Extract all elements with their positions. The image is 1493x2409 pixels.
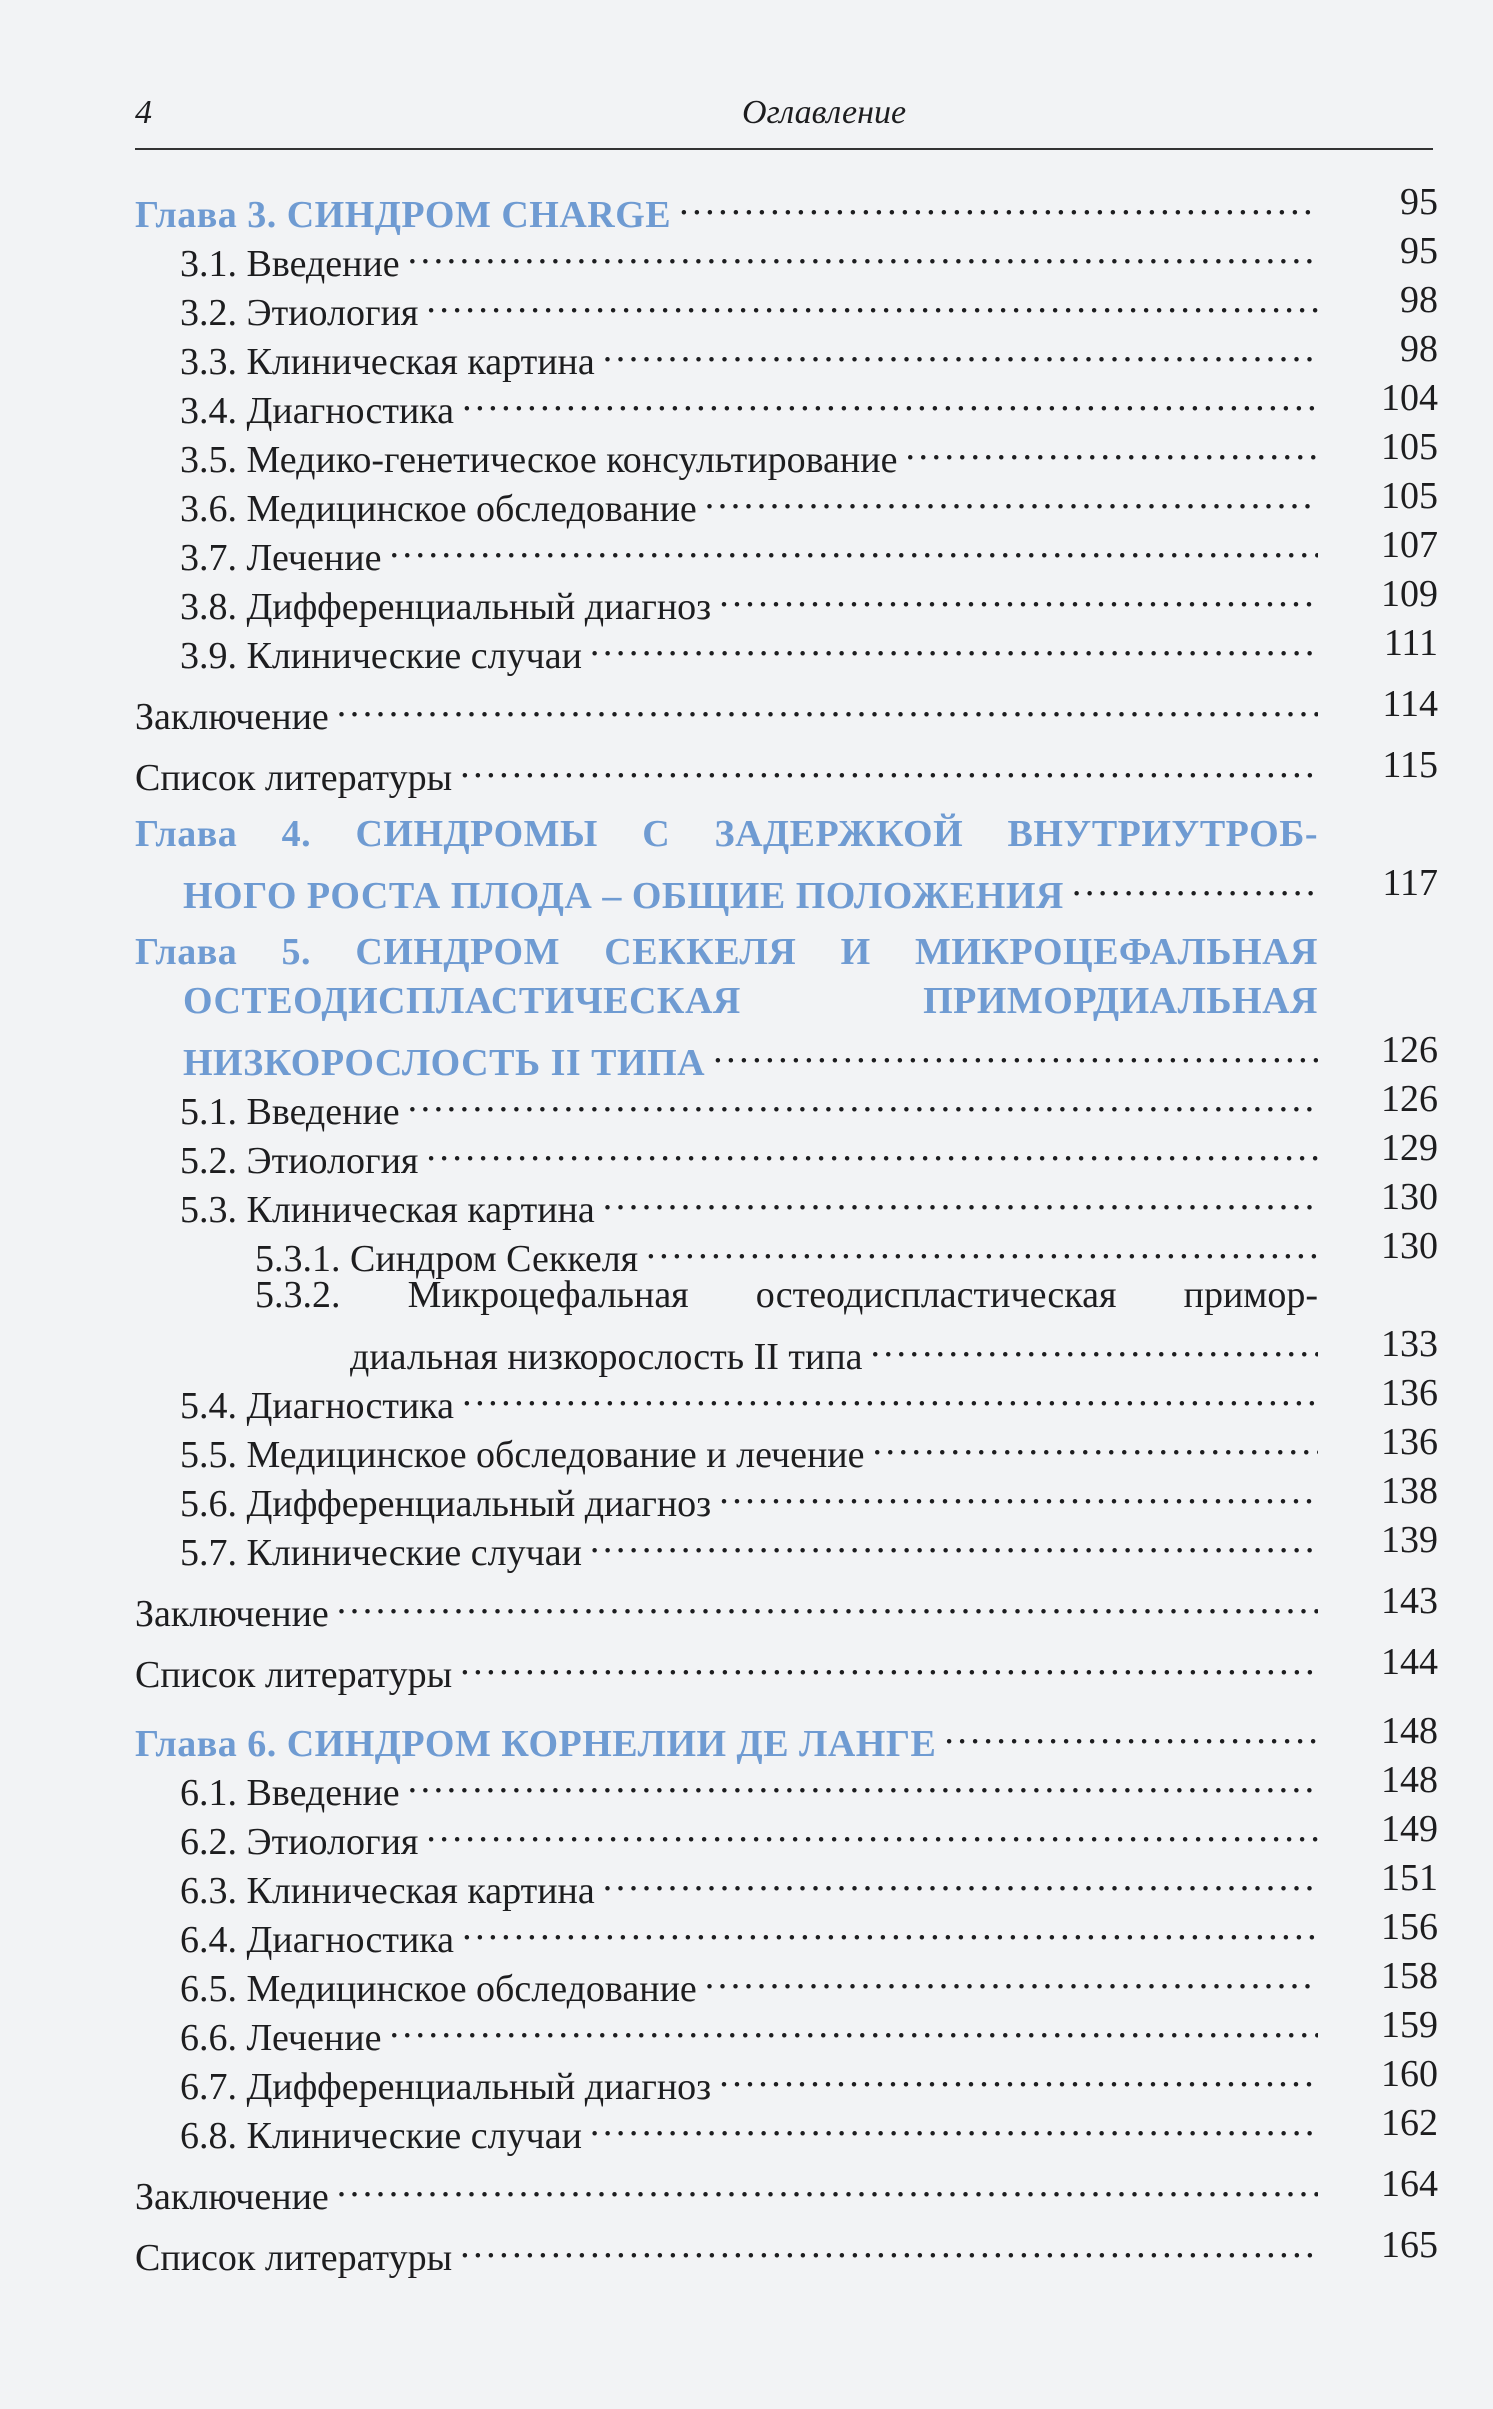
page-ref: 165 (1381, 2224, 1438, 2266)
toc-entry[interactable] (135, 1805, 1438, 1863)
page-ref: 126 (1381, 1078, 1438, 1120)
page-ref: 149 (1381, 1808, 1438, 1850)
entry-label: 5.1. Введение (180, 1091, 400, 1133)
running-title: Оглавление (741, 94, 907, 131)
page-ref: 117 (1382, 862, 1438, 904)
toc-entry[interactable] (135, 227, 1438, 285)
leader-dots (719, 1467, 1318, 1516)
toc-entry[interactable] (135, 521, 1438, 579)
entry-label-line: 5.3.2. Микроцефальная остеодиспластическая примор- (255, 1274, 1318, 1316)
leader-dots (460, 741, 1318, 790)
page-ref: 136 (1381, 1372, 1438, 1414)
entry-label: 5.2. Этиология (180, 1140, 419, 1182)
page-ref: 133 (1381, 1323, 1438, 1365)
page-ref: 143 (1381, 1580, 1438, 1622)
entry-label: Заключение (135, 1593, 329, 1635)
leader-dots (873, 1418, 1318, 1467)
chapter-title-line: Глава 5. СИНДРОМ СЕККЕЛЯ И МИКРОЦЕФАЛЬНАЯ (135, 931, 1318, 973)
entry-label: 5.3.1. Синдром Секкеля (255, 1238, 639, 1280)
page-ref: 148 (1381, 1759, 1438, 1801)
page-ref: 158 (1381, 1955, 1438, 1997)
page-ref: 130 (1381, 1225, 1438, 1267)
toc-entry[interactable] (135, 570, 1438, 628)
page-ref: 148 (1381, 1710, 1438, 1752)
leader-dots (705, 472, 1318, 521)
leader-dots (719, 2050, 1318, 2099)
leader-dots (462, 1369, 1318, 1418)
leader-dots (337, 1577, 1318, 1626)
toc-chapter-5-cont[interactable] (135, 1026, 1438, 1084)
toc-references[interactable] (135, 741, 1438, 799)
entry-label: 5.7. Клинические случаи (180, 1532, 582, 1574)
leader-dots (408, 1756, 1318, 1805)
leader-dots (905, 423, 1318, 472)
entry-label: 3.5. Медико-генетическое консультирование (180, 439, 898, 481)
toc-entry[interactable] (135, 2099, 1438, 2157)
leader-dots (460, 1638, 1318, 1687)
entry-label: 6.5. Медицинское обследование (180, 1968, 697, 2010)
entry-label: 3.7. Лечение (180, 537, 382, 579)
page-ref: 156 (1381, 1906, 1438, 1948)
entry-label: Заключение (135, 696, 329, 738)
page-ref: 159 (1381, 2004, 1438, 2046)
page-ref: 111 (1383, 622, 1438, 664)
entry-label: 3.6. Медицинское обследование (180, 488, 697, 530)
leader-dots (389, 2001, 1318, 2050)
page-ref: 107 (1381, 524, 1438, 566)
page-ref: 95 (1400, 181, 1438, 223)
entry-label: 3.4. Диагностика (180, 390, 455, 432)
leader-dots (408, 227, 1318, 276)
entry-label: Список литературы (135, 2237, 453, 2279)
toc-chapter-4-cont[interactable] (135, 859, 1438, 917)
leader-dots (603, 1854, 1318, 1903)
entry-label: 5.6. Дифференциальный диагноз (180, 1483, 712, 1525)
leader-dots (462, 374, 1318, 423)
toc-subentry-532-cont[interactable] (135, 1320, 1438, 1378)
leader-dots (719, 570, 1318, 619)
toc-conclusion[interactable] (135, 2160, 1438, 2218)
entry-label: 3.2. Этиология (180, 292, 419, 334)
entry-label: 6.6. Лечение (180, 2017, 382, 2059)
entry-label: 6.7. Дифференциальный диагноз (180, 2066, 712, 2108)
toc-entry[interactable] (135, 1903, 1438, 1961)
toc-entry[interactable] (135, 2001, 1438, 2059)
page-ref: 98 (1400, 328, 1438, 370)
leader-dots (590, 2099, 1318, 2148)
page-ref: 105 (1381, 426, 1438, 468)
page-ref: 104 (1381, 377, 1438, 419)
entry-label: 6.8. Клинические случаи (180, 2115, 582, 2157)
page-ref: 162 (1381, 2102, 1438, 2144)
entry-label: Список литературы (135, 757, 453, 799)
page-ref: 136 (1381, 1421, 1438, 1463)
leader-dots (337, 2160, 1318, 2209)
leader-dots (705, 1952, 1318, 2001)
entry-label: 6.3. Клиническая картина (180, 1870, 595, 1912)
toc-chapter-4[interactable] (135, 810, 1438, 859)
chapter-title-line: НОГО РОСТА ПЛОДА – ОБЩИЕ ПОЛОЖЕНИЯ (183, 875, 1064, 917)
toc-entry[interactable] (135, 374, 1438, 432)
toc-entry[interactable] (135, 619, 1438, 677)
chapter-title-line: ОСТЕОДИСПЛАСТИЧЕСКАЯ ПРИМОРДИАЛЬНАЯ (183, 980, 1318, 1022)
table-of-contents (135, 178, 1438, 2279)
toc-entry[interactable] (135, 1369, 1438, 1427)
page-ref: 95 (1400, 230, 1438, 272)
toc-conclusion[interactable] (135, 680, 1438, 738)
page-ref: 160 (1381, 2053, 1438, 2095)
leader-dots (944, 1707, 1318, 1756)
leader-dots (408, 1075, 1318, 1124)
toc-entry[interactable] (135, 325, 1438, 383)
toc-entry[interactable] (135, 472, 1438, 530)
page-ref: 139 (1381, 1519, 1438, 1561)
toc-chapter-6[interactable] (135, 1707, 1438, 1765)
entry-label: 6.2. Этиология (180, 1821, 419, 1863)
toc-entry[interactable] (135, 276, 1438, 334)
entry-label-line: диальная низкорослость II типа (350, 1336, 863, 1378)
toc-entry[interactable] (135, 1467, 1438, 1525)
chapter-title: Глава 3. СИНДРОМ CHARGE (135, 194, 672, 236)
entry-label: 3.1. Введение (180, 243, 400, 285)
page-ref: 98 (1400, 279, 1438, 321)
chapter-title-line: Глава 4. СИНДРОМЫ С ЗАДЕРЖКОЙ ВНУТРИУТРОБ- (135, 813, 1318, 855)
entry-label: 6.1. Введение (180, 1772, 400, 1814)
leader-dots (871, 1320, 1318, 1369)
toc-entry[interactable] (135, 423, 1438, 481)
page-ref: 126 (1381, 1029, 1438, 1071)
leader-dots (590, 619, 1318, 668)
toc-entry[interactable] (135, 1756, 1438, 1814)
page-ref: 105 (1381, 475, 1438, 517)
leader-dots (603, 1173, 1318, 1222)
entry-label: 5.4. Диагностика (180, 1385, 455, 1427)
toc-entry[interactable] (135, 1516, 1438, 1574)
toc-subentry[interactable] (135, 1222, 1438, 1280)
entry-label: 3.3. Клиническая картина (180, 341, 595, 383)
chapter-title: Глава 6. СИНДРОМ КОРНЕЛИИ ДЕ ЛАНГЕ (135, 1723, 937, 1765)
toc-entry[interactable] (135, 1952, 1438, 2010)
leader-dots (426, 1805, 1318, 1854)
toc-entry[interactable] (135, 2050, 1438, 2108)
leader-dots (426, 1124, 1318, 1173)
leader-dots (679, 178, 1318, 227)
running-header (135, 88, 1433, 150)
page-ref: 164 (1381, 2163, 1438, 2205)
entry-label: 3.8. Дифференциальный диагноз (180, 586, 712, 628)
chapter-title-line: НИЗКОРОСЛОСТЬ II ТИПА (183, 1042, 706, 1084)
page-number: 4 (135, 94, 152, 131)
toc-entry[interactable] (135, 1075, 1438, 1133)
entry-label: 6.4. Диагностика (180, 1919, 455, 1961)
toc-references[interactable] (135, 1638, 1438, 1696)
entry-label: 5.3. Клиническая картина (180, 1189, 595, 1231)
page-ref: 138 (1381, 1470, 1438, 1512)
leader-dots (462, 1903, 1318, 1952)
toc-entry[interactable] (135, 1418, 1438, 1476)
entry-label: 5.5. Медицинское обследование и лечение (180, 1434, 865, 1476)
toc-conclusion[interactable] (135, 1577, 1438, 1635)
leader-dots (426, 276, 1318, 325)
leader-dots (1072, 859, 1318, 908)
page-ref: 109 (1381, 573, 1438, 615)
leader-dots (590, 1516, 1318, 1565)
page-ref: 130 (1381, 1176, 1438, 1218)
leader-dots (460, 2221, 1318, 2270)
toc-entry[interactable] (135, 1124, 1438, 1182)
entry-label: Заключение (135, 2176, 329, 2218)
page-ref: 129 (1381, 1127, 1438, 1169)
toc-entry[interactable] (135, 1854, 1438, 1912)
leader-dots (337, 680, 1318, 729)
toc-entry[interactable] (135, 1173, 1438, 1231)
leader-dots (646, 1222, 1318, 1271)
page-ref: 151 (1381, 1857, 1438, 1899)
page-ref: 114 (1382, 683, 1438, 725)
entry-label: 3.9. Клинические случаи (180, 635, 582, 677)
entry-label: Список литературы (135, 1654, 453, 1696)
leader-dots (713, 1026, 1318, 1075)
leader-dots (389, 521, 1318, 570)
toc-references[interactable] (135, 2221, 1438, 2279)
toc-chapter-5[interactable] (135, 928, 1438, 1026)
toc-chapter-3[interactable] (135, 178, 1438, 236)
page-ref: 144 (1381, 1641, 1438, 1683)
page-ref: 115 (1382, 744, 1438, 786)
leader-dots (603, 325, 1318, 374)
